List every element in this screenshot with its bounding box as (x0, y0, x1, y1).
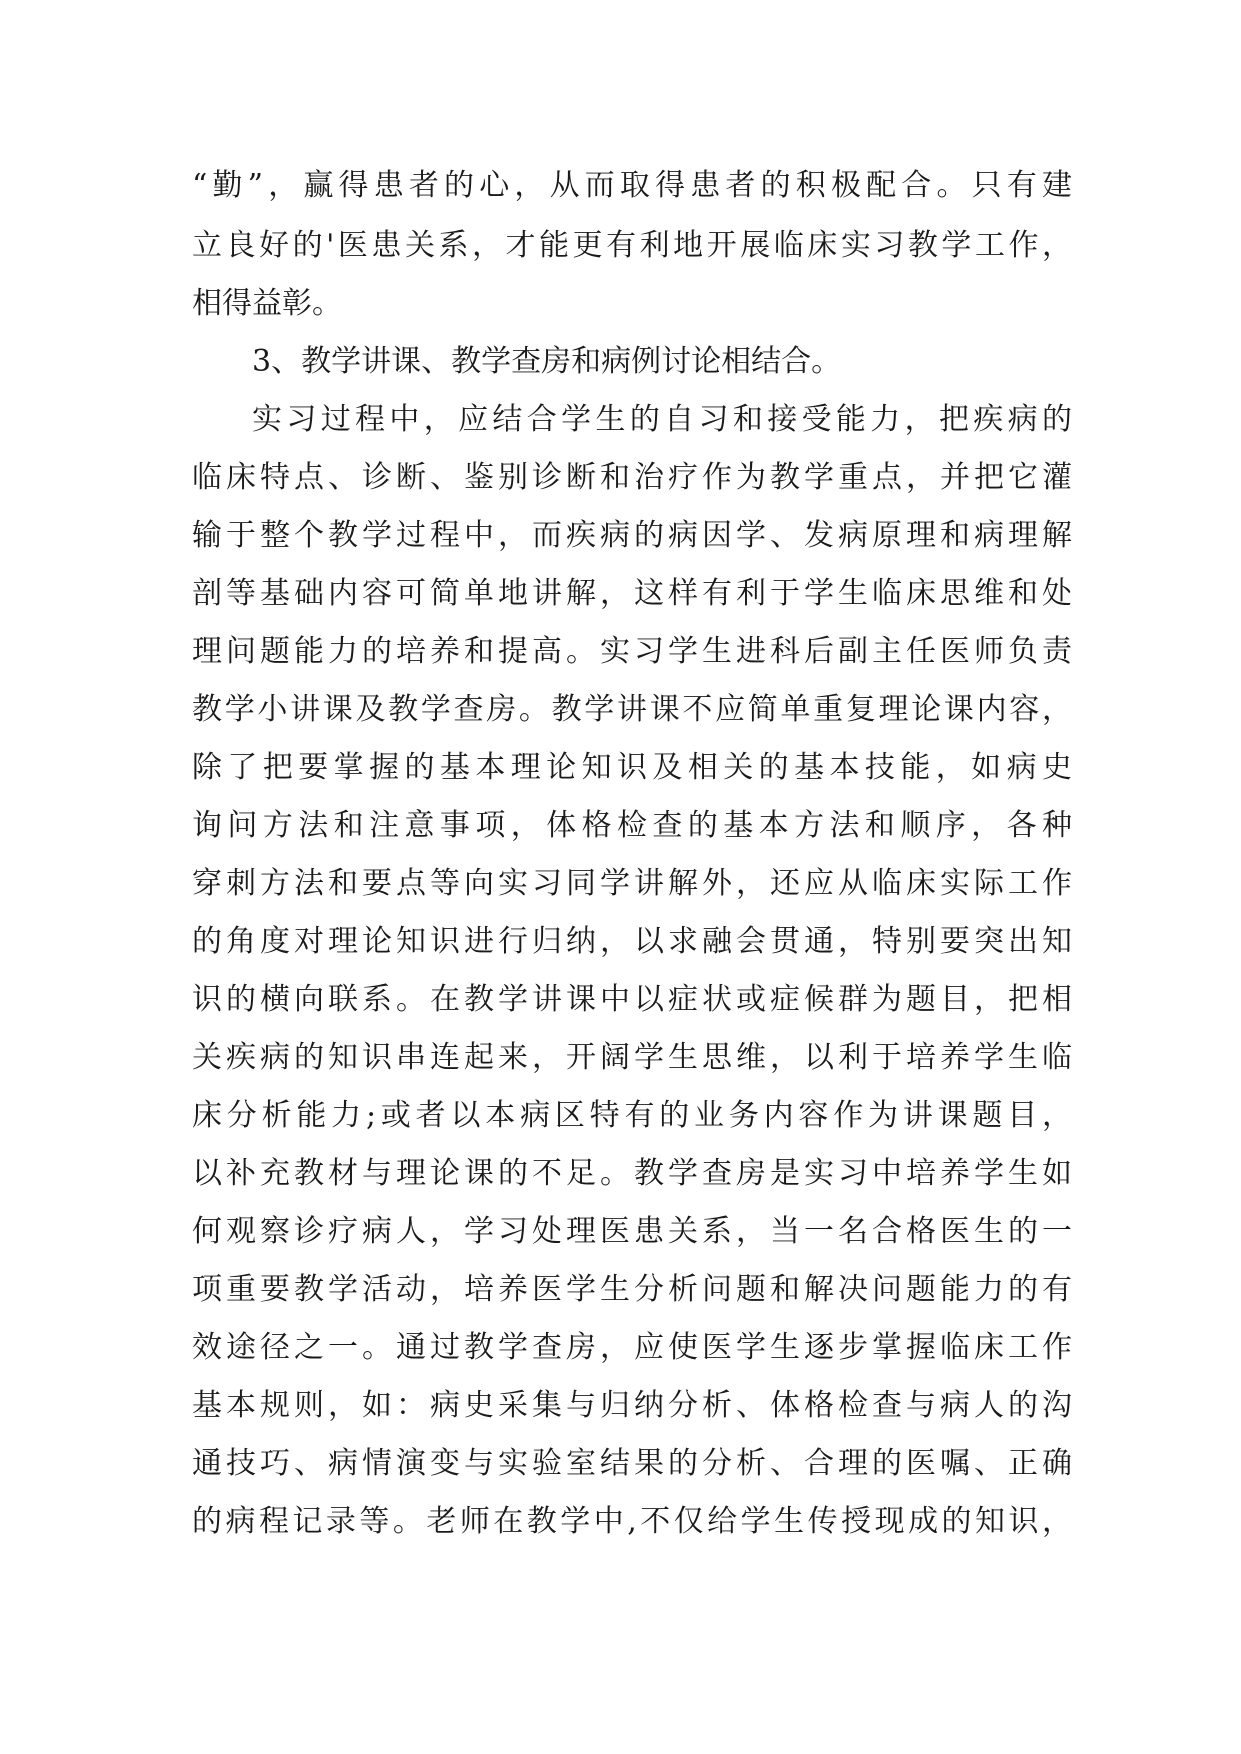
paragraph-2-line-13: 床分析能力;或者以本病区特有的业务内容作为讲课题目， (192, 1098, 1072, 1133)
paragraph-2-line-3: 输于整个教学过程中，而疾病的病因学、发病原理和病理解 (192, 518, 1072, 553)
paragraph-2-line-14: 以补充教材与理论课的不足。教学查房是实习中培养学生如 (192, 1156, 1072, 1191)
paragraph-2-line-7: 除了把要掌握的基本理论知识及相关的基本技能，如病史 (192, 750, 1072, 785)
paragraph-2-line-6: 教学小讲课及教学查房。教学讲课不应简单重复理论课内容， (192, 692, 1072, 727)
paragraph-2-line-5: 理问题能力的培养和提高。实习学生进科后副主任医师负责 (192, 634, 1072, 669)
section-heading-3: 3、教学讲课、教学查房和病例讨论相结合。 (252, 344, 842, 379)
paragraph-2-line-9: 穿刺方法和要点等向实习同学讲解外，还应从临床实际工作 (192, 866, 1072, 901)
paragraph-2-line-1: 实习过程中，应结合学生的自习和接受能力，把疾病的 (252, 402, 1072, 437)
paragraph-2-line-11: 识的横向联系。在教学讲课中以症状或症候群为题目，把相 (192, 982, 1072, 1017)
paragraph-1-line-3: 相得益彰。 (192, 286, 342, 321)
paragraph-2-line-10: 的角度对理论知识进行归纳，以求融会贯通，特别要突出知 (192, 924, 1072, 959)
paragraph-2-line-4: 剖等基础内容可简单地讲解，这样有利于学生临床思维和处 (192, 576, 1072, 611)
paragraph-2-line-20: 的病程记录等。老师在教学中,不仅给学生传授现成的知识， (192, 1504, 1072, 1539)
paragraph-2-line-16: 项重要教学活动，培养医学生分析问题和解决问题能力的有 (192, 1272, 1072, 1307)
paragraph-2-line-8: 询问方法和注意事项，体格检查的基本方法和顺序，各种 (192, 808, 1072, 843)
paragraph-1-line-1: “勤”，赢得患者的心，从而取得患者的积极配合。只有建 (192, 168, 1072, 203)
paragraph-2-line-2: 临床特点、诊断、鉴别诊断和治疗作为教学重点，并把它灌 (192, 460, 1072, 495)
paragraph-2-line-12: 关疾病的知识串连起来，开阔学生思维，以利于培养学生临 (192, 1040, 1072, 1075)
paragraph-2-line-19: 通技巧、病情演变与实验室结果的分析、合理的医嘱、正确 (192, 1446, 1072, 1481)
paragraph-2-line-17: 效途径之一。通过教学查房，应使医学生逐步掌握临床工作 (192, 1330, 1072, 1365)
paragraph-2-line-15: 何观察诊疗病人，学习处理医患关系，当一名合格医生的一 (192, 1214, 1072, 1249)
paragraph-2-line-18: 基本规则，如：病史采集与归纳分析、体格检查与病人的沟 (192, 1388, 1072, 1423)
paragraph-1-line-2: 立良好的'医患关系，才能更有利地开展临床实习教学工作， (192, 228, 1072, 263)
